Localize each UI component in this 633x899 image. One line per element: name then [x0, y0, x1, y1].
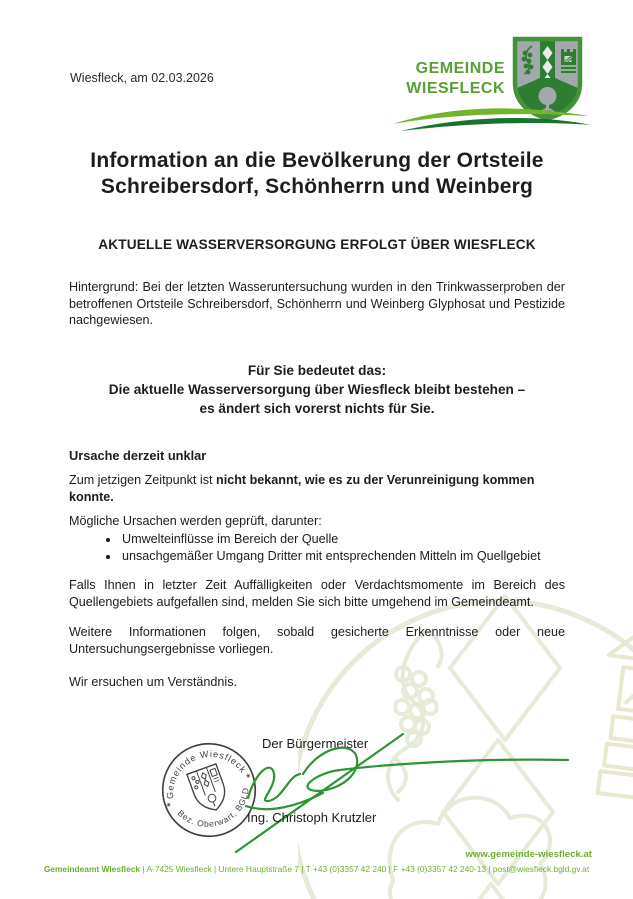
- cause-paragraph-bold: nicht bekannt, wie es zu der Verunreinigung kommen konnte.: [69, 473, 535, 504]
- followup-paragraph: Weitere Informationen folgen, sobald gesicherte Erkenntnisse oder neue Untersuchungsergebnisse vorliegen.: [69, 625, 565, 657]
- list-item: • Umwelteinflüsse im Bereich der Quelle: [120, 531, 565, 548]
- highlight-block: [69, 361, 565, 418]
- title-line2: Schreibersdorf, Schönherrn und Weinberg: [100, 175, 534, 199]
- letter-body: [69, 0, 565, 691]
- cause-heading: Ursache derzeit unklar: [69, 448, 207, 464]
- svg-text:✶: ✶: [243, 770, 253, 782]
- background-paragraph: Hintergrund: Bei der letzten Wasseruntersuchung wurden in den Trinkwasserproben der betroffenen Ortsteile Schreibersdorf, Schönherrn und Weinberg Glyphosat und Pestizide nachgewiesen.: [69, 279, 565, 328]
- signature-role: Der Bürgermeister: [262, 736, 369, 751]
- highlight-line2: Die aktuelle Wasserversorgung über Wiesfleck bleibt bestehen –: [108, 382, 526, 398]
- stamp-top-text: Gemeinde Wiesfleck: [165, 748, 249, 800]
- logo-org-line2: WIESFLECK: [406, 79, 505, 97]
- list-item: • unsachgemäßer Umgang Dritter mit entsprechenden Mitteln im Quellgebiet: [120, 548, 565, 565]
- svg-text:✶: ✶: [164, 799, 174, 811]
- subtitle: AKTUELLE WASSERVERSORGUNG ERFOLGT ÜBER WIESFLECK: [98, 236, 536, 252]
- footer-contact-line: [0, 864, 633, 874]
- report-paragraph: Falls Ihnen in letzter Zeit Auffälligkeiten oder Verdachtsmomente im Bereich des Quellengebiets aufgefallen sind, melden Sie sich bitte umgehend im Gemeindeamt.: [69, 577, 565, 609]
- cause-paragraph: [69, 472, 565, 505]
- highlight-line3: es ändert sich vorerst nichts für Sie.: [199, 401, 435, 417]
- thanks-line: Wir ersuchen um Verständnis.: [69, 674, 237, 689]
- possible-causes-list: [69, 531, 565, 564]
- stamp-bottom-text: Bez. Oberwart, BGLD: [175, 786, 251, 829]
- signature-scribble: [228, 722, 578, 860]
- logo-org-line1: GEMEINDE: [415, 60, 505, 77]
- page-title: [69, 148, 565, 201]
- footer-org: Gemeindeamt Wiesfleck: [43, 864, 141, 874]
- date-line: Wiesfleck, am 02.03.2026: [70, 71, 214, 85]
- signature-name: Ing. Christoph Krutzler: [247, 810, 377, 825]
- possible-causes-intro: Mögliche Ursachen werden geprüft, darunter:: [69, 513, 322, 528]
- highlight-line1: Für Sie bedeutet das:: [247, 363, 387, 379]
- cause-paragraph-normal: Zum jetzigen Zeitpunkt ist: [69, 473, 216, 488]
- title-line1: Information an die Bevölkerung der Ortsteile: [90, 149, 544, 172]
- footer-website: www.gemeinde-wiesfleck.at: [465, 849, 592, 860]
- footer-contact-rest: | A-7425 Wiesfleck | Untere Hauptstraße 7 | T +43 (0)3357 42 240 | F +43 (0)3357 42 240-13 | post@wiesfleck.bgld.gv.at: [140, 864, 590, 874]
